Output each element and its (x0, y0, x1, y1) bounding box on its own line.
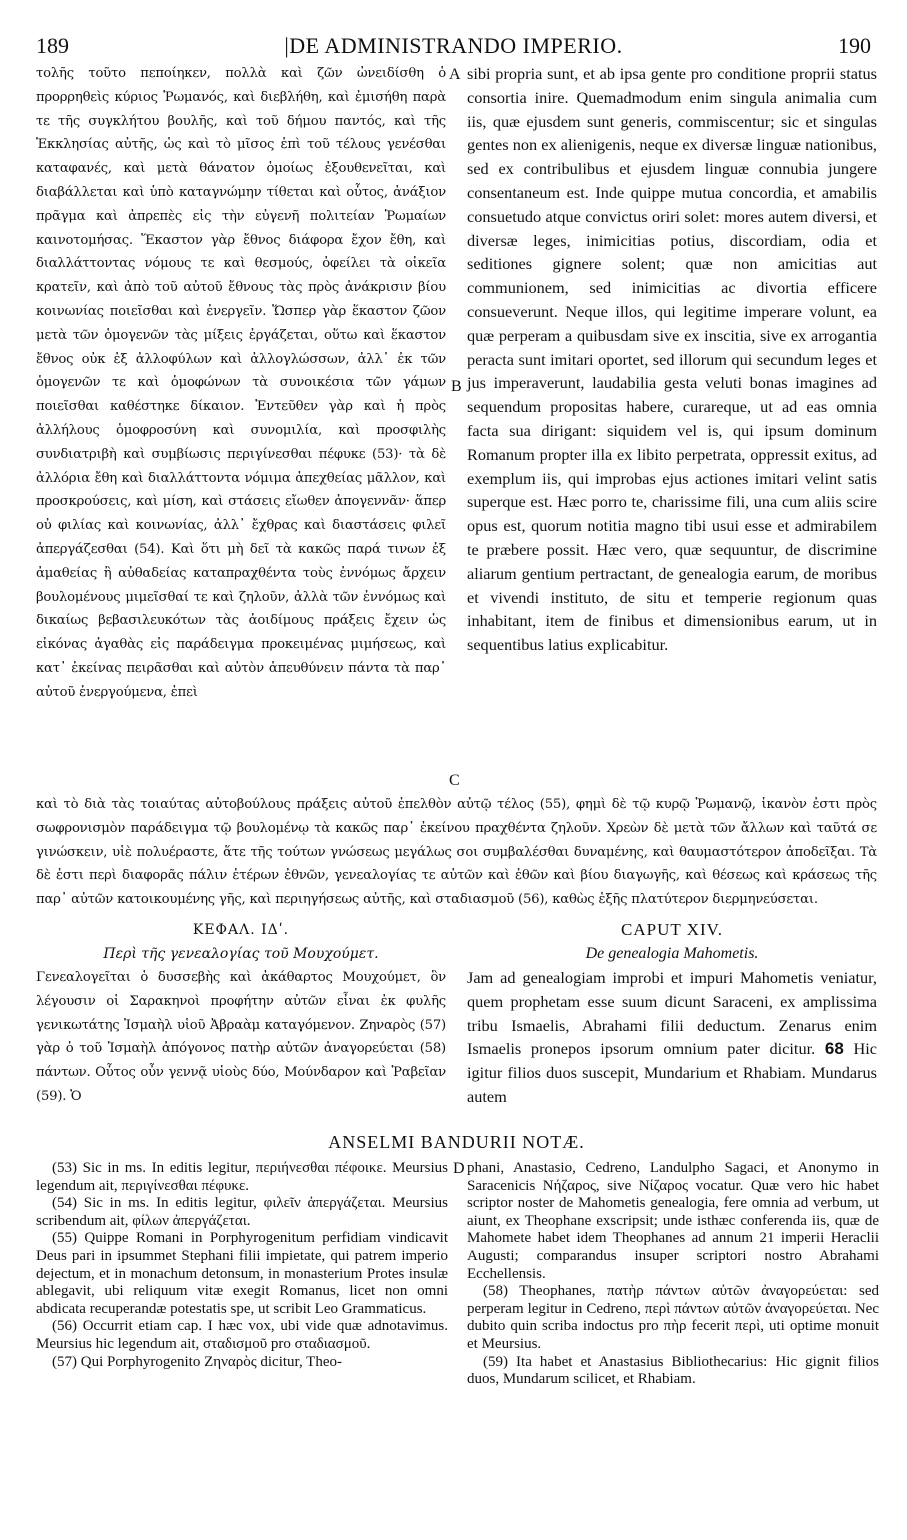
margin-marker-d: D (453, 1160, 465, 1177)
running-header (36, 33, 871, 63)
latin-chapter-text-a: Jam ad genealogiam improbi et impuri Mahometis veniatur, quem prophetam esse suum dicunt Saraceni, ex amplissima tribu Ismaelis, Abrahami filii deductum. Zenarus enim Ismaelis pronepos ipsorum omnium pater dicitur. (467, 968, 877, 1059)
latin-chapter-title: CAPUT XIV. (621, 920, 723, 939)
note-53: (53) Sic in ms. In editis legitur, περιήνεσθαι πέφοικε. Meursius legendum ait, περιγίνεσθαι πέφυκε. (36, 1160, 448, 1194)
original-page-number: 68 (824, 1039, 844, 1059)
note-54: (54) Sic in ms. In editis legitur, φιλεῖν ἀπεργάζεται. Meursius scribendum ait, φίλων ἀπεργάζεται. (36, 1195, 448, 1229)
greek-full-width-text: καὶ τὸ διὰ τὰς τοιαύτας αὐτοβούλους πράξεις αὐτοῦ ἐπελθὸν αὐτῷ τέλος (55), φημὶ δὲ τῷ κυρῷ Ῥωμανῷ, ἱκανὸν ἐστι πρὸς σωφρονισμὸν παράδειγμα τῷ βουλομένῳ τὰ κακῶς παρ᾽ ἐκείνου πραχθέντα ζηλοῦν. Χρεὼν δὲ μετὰ τῶν ἄλλων καὶ ταῦτά σε γινώσκειν, υἱὲ πολυέραστε, ἅτε τῆς τούτων γνώσεως μεγάλως σοι συμβαλέσθαι δυναμένης, καὶ θαυμαστότερον ἀποδεῖξαι. Τὰ δὲ ἐστι περὶ διαφορᾶς πάλιν ἑτέρων ἐθνῶν, γενεαλογίας τε αὐτῶν καὶ ἐθῶν καὶ βίου διαγωγῆς, καὶ θέσεως καὶ κράσεως τῆς παρ᾽ αὐτῶν κατοικουμένης γῆς, καὶ περιηγήσεως αὐτῆς, καὶ σταδιασμοῦ (56), καθὼς ἑξῆς πλατύτερον διερμηνεύσεται. (36, 797, 877, 908)
latin-chapter-text-b: Hic igitur filios duos suscepit, Mundarium et Rhabiam. Mundarus autem (467, 1039, 877, 1106)
note-58: (58) Theophanes, πατὴρ πάντων αὐτῶν ἀναγορεύεται: sed perperam legitur in Cedreno, περὶ πάντων αὐτῶν ἀναγορεύεται. Nec dubito quin scriba indoctus pro πὴρ fecerit περὶ, uti optime monuit et Meursius. (467, 1283, 879, 1352)
note-57: (57) Qui Porphyrogenito Ζηναρὸς dicitur, Theo- (52, 1353, 342, 1370)
latin-column-top: sibi propria sunt, et ab ipsa gente pro conditione proprii status consortia inire. Quemadmodum enim singula animalia cum iis, quæ ejusdem sunt generis, commiscentur; sic et singulas gentes non ex alienigenis, neque ex diversæ linguæ nationibus, sed ex contribulibus et ejusdem linguæ connubia jungere consentaneum est. Inde quippe mutua concordia, et amabilis consuetudo atque convictus oriri solet: mores autem diversi, et diversæ leges, inimicitias potius, discordiam, odia et seditiones gignere solent; quæ non amicitias aut communionem, sed inimicitias ac divortia efficere consueverunt. Neque illos, qui legitime imperare volunt, ea quæ perperam a quibusdam sive ex inscitia, sive ex arrogantia peracta sunt imitari oportet, sed illorum qui secundum leges et jus imperaverunt, laudabilia gesta veluti bonas imagines ad sequendum propositas habere, curareque, ut ad eas omnia facta sua dirigant: siquidem vel is, qui ipsum dominum Romanum propter illa ex libito perpetrata, oppressit exitus, ad exemplum iis, qui improbas ejus actiones imitari velint satis superque est. Hæc porro te, charissime fili, una cum aliis scire opus est, quorum notitia magno tibi usui esse et admirabilem te præbere possit. Hæc vero, quæ sequuntur, de discrimine aliarum gentium pertractant, de genealogia earum, de moribus et vivendi instituto, de situ et temperie regionum quas inhabitant, item de finibus et dimensionibus earum, ut in sequentibus latius explicabitur. (467, 64, 877, 655)
margin-marker-b: B (451, 378, 462, 395)
margin-marker-c: C (449, 772, 460, 789)
greek-chapter-block (36, 918, 446, 1109)
greek-chapter-title: ΚΕΦΑΛ. ΙΔʹ. (192, 922, 290, 938)
greek-column-top: τολῆς τοῦτο πεποίηκεν, πολλὰ καὶ ζῶν ὠνειδίσθη ὁ προρρηθεὶς κύριος Ῥωμανός, καὶ διεβλήθη, καὶ ἐμισήθη παρὰ τε τῆς συγκλήτου βουλῆς, καὶ τοῦ δήμου παντός, καὶ τῆς Ἐκκλησίας αὐτῆς, ὡς καὶ τὸ μῖσος ἐπὶ τοῦ τέλους γενέσθαι καταφανές, καὶ μετὰ θάνατον ὁμοίως ἐξουθενεῖται, καὶ διαβάλλεται καὶ ὑπὸ καταγνώμην τίθεται καὶ οὗτος, ἀνάξιον πρᾶγμα καὶ ἀπρεπὲς εἰς τὴν εὐγενῆ πολιτείαν Ῥωμαίων καινοτομήσας. Ἕκαστον γὰρ ἔθνος διάφορα ἔχον ἔθη, καὶ διαλλάττοντας νόμους τε καὶ θεσμούς, ὀφείλει τὰ οἰκεῖα κρατεῖν, καὶ ἀπὸ τοῦ αὐτοῦ ἔθνους τὰς πρὸς ἀνάκρισιν βίου κοινωνίας ποιεῖσθαι καὶ ἐνεργεῖν. Ὥσπερ γὰρ ἕκαστον ζῶον μετὰ τῶν ὁμογενῶν τὰς μίξεις ἐργάζεται, οὕτω καὶ ἕκαστον ἔθνος οὐκ ἐξ ἀλλοφύλων καὶ ἀλλογλώσσων, ἀλλ᾽ ἐκ τῶν ὁμογενῶν τε καὶ ὁμοφώνων τὰ συνοικέσια τῶν γάμων ποιεῖσθαι καθέστηκε δίκαιον. Ἐντεῦθεν γὰρ καὶ ἡ πρὸς ἀλλήλους ὁμοφροσύνη καὶ συνομιλία, καὶ προσφιλὴς συνδιατριβὴ καὶ συμβίωσις περιγίνεσθαι πέφυκε (53)· τὰ δὲ ἀλλόρια ἔθη καὶ διαλλάττοντα νόμιμα ἀπεχθείας μᾶλλον, καὶ προσκρούσεις, καὶ μίση, καὶ στάσεις εἴωθεν ἀπογεννᾶν· ἅπερ οὐ φιλίας καὶ κοινωνίας, ἀλλ᾽ ἔχθρας καὶ διαστάσεις φιλεῖ ἀπεργάζεσθαι (54). Καὶ ὅτι μὴ δεῖ τὰ κακῶς παρά τινων ἐξ ἀμαθείας ἢ αὐθαδείας καταπραχθέντα τοὺς ἐννόμως ἄρχειν βουλομένους μιμεῖσθαί τε καὶ ζηλοῦν, ἀλλὰ τῶν ἐννόμως καὶ δικαίως βεβασιλευκότων τὰς ἀοιδίμους πράξεις ἔχειν ὡς εἰκόνας ἀγαθὰς εἰς παράδειγμα προκειμένας μιμήσεως, καὶ κατ᾽ ἐκείνας πειρᾶσθαι καὶ αὐτὸν ἀπευθύνειν πάντα τὰ παρ᾽ αὐτοῦ ἐνεργούμενα, ἐπεὶ (36, 66, 446, 700)
running-title: |DE ADMINISTRANDO IMPERIO. (284, 33, 623, 58)
margin-marker-a: A (449, 66, 461, 83)
latin-chapter-text (467, 966, 877, 1109)
latin-chapter-subtitle: De genealogia Mahometis. (585, 945, 759, 962)
latin-chapter-block (467, 918, 877, 1109)
notes-title: ANSELMI BANDURII NOTÆ. (328, 1132, 585, 1152)
page-number-right: 190 (838, 33, 871, 58)
note-59: (59) Ita habet et Anastasius Bibliothecarius: Hic gignit filios duos, Mundarum scilicet, et Rhabiam. (467, 1353, 879, 1388)
greek-chapter-subtitle: Περὶ τῆς γενεαλογίας τοῦ Μουχούμετ. (103, 946, 379, 962)
note-56: (56) Occurrit etiam cap. I hæc vox, ubi vide quæ adnotavimus. Meursius hic legendum ait, σταδισμοῦ pro σταδιασμοῦ. (36, 1318, 448, 1352)
note-57-continued: phani, Anastasio, Cedreno, Landulpho Sagaci, et Anonymo in Saracenicis Νήζαρος, sive Νίζαρος vocatur. Quæ vero hic habet scriptor noster de Mahometis genealogia, fere omnia ad verbum, ut aiunt, ex Theophane exscripsit; unde isthæc conferenda iis, quæ de Mahomete habet idem Theophanes ad annum 21 imperii Heraclii Augusti; comparandus insuper scriptori nostro Abrahami Ecchellensis. (467, 1160, 879, 1282)
notes-left-column (36, 1160, 448, 1371)
page-number-left: 189 (36, 33, 69, 58)
notes-right-column (467, 1160, 879, 1389)
note-55: (55) Quippe Romani in Porphyrogenitum perfidiam vindicavit Deus pari in ipsummet Stephani filii impietate, qui patrem imperio dejectum, et in monachum detonsum, in monasterium Protes insulæ ablegavit, ubi reliquum vitæ exegit Romanus, licet non omni abdicata recuperandæ potestatis spe, ut scribit Leo Grammaticus. (36, 1230, 448, 1317)
greek-chapter-text: Γενεαλογεῖται ὁ δυσσεβὴς καὶ ἀκάθαρτος Μουχούμετ, ὃν λέγουσιν οἱ Σαρακηνοὶ προφήτην αὐτῶν εἶναι ἐκ φυλῆς γενικωτάτης Ἰσμαὴλ υἱοῦ Ἀβραὰμ καταγόμενον. Ζηναρὸς (57) γὰρ ὁ τοῦ Ἰσμαὴλ ἀπόγονος πατὴρ αὐτῶν ἀναγορεύεται (58) πάντων. Οὗτος οὖν γεννᾷ υἱοὺς δύο, Μούνδαρον καὶ Ῥαβεῖαν (59). Ὁ (36, 970, 446, 1104)
